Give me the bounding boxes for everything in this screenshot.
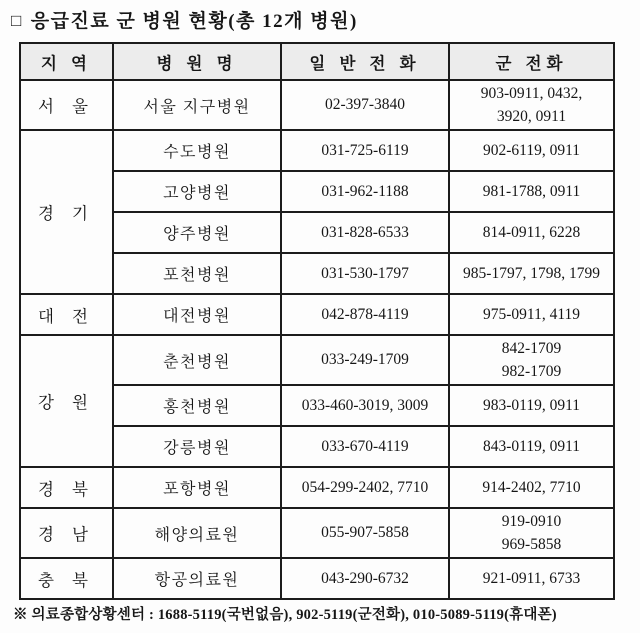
general-phone-cell: 031-962-1188 xyxy=(281,171,449,212)
region-cell: 서 울 xyxy=(20,80,113,130)
region-cell: 경 남 xyxy=(20,508,113,558)
military-phone-cell: 983-0119, 0911 xyxy=(449,385,614,426)
region-cell: 강 원 xyxy=(20,335,113,467)
table-row xyxy=(20,80,614,130)
military-phone-cell: 985-1797, 1798, 1799 xyxy=(449,253,614,294)
table-row xyxy=(20,558,614,599)
hospital-name-cell: 강릉병원 xyxy=(113,426,281,467)
table-row xyxy=(20,294,614,335)
military-phone-cell: 843-0119, 0911 xyxy=(449,426,614,467)
header-region: 지 역 xyxy=(20,43,113,80)
hospital-name-cell: 대전병원 xyxy=(113,294,281,335)
hospital-name-cell: 포항병원 xyxy=(113,467,281,508)
footer-note: ※ 의료종합상황센터 : 1688-5119(국번없음), 902-5119(군전화), 010-5089-5119(휴대폰) xyxy=(13,607,557,623)
military-phone-line: 842-1709 xyxy=(501,340,562,357)
general-phone-cell: 055-907-5858 xyxy=(281,508,449,558)
hospital-name-cell: 춘천병원 xyxy=(113,335,281,385)
military-phone-cell: 981-1788, 0911 xyxy=(449,171,614,212)
general-phone-cell: 033-670-4119 xyxy=(281,426,449,467)
hospital-name-cell: 수도병원 xyxy=(113,130,281,171)
military-phone-cell xyxy=(449,508,614,558)
page-title-text: 응급진료 군 병원 현황(총 12개 병원) xyxy=(30,11,358,32)
general-phone-cell: 054-299-2402, 7710 xyxy=(281,467,449,508)
hospital-name-cell: 해양의료원 xyxy=(113,508,281,558)
square-bullet-icon: □ xyxy=(11,11,23,30)
military-phone-line: 969-5858 xyxy=(501,536,562,553)
header-hospital-name: 병 원 명 xyxy=(113,43,281,80)
table-row xyxy=(20,467,614,508)
military-phone-line: 903-0911, 0432, xyxy=(480,85,583,102)
military-phone-line: 919-0910 xyxy=(501,513,562,530)
military-phone-line: 982-1709 xyxy=(501,363,562,380)
hospital-table xyxy=(19,42,615,600)
military-phone-line: 3920, 0911 xyxy=(496,108,567,125)
table-row xyxy=(20,508,614,558)
general-phone-cell: 043-290-6732 xyxy=(281,558,449,599)
hospital-name-cell: 포천병원 xyxy=(113,253,281,294)
military-phone-cell: 814-0911, 6228 xyxy=(449,212,614,253)
military-phone-cell: 902-6119, 0911 xyxy=(449,130,614,171)
hospital-name-cell: 항공의료원 xyxy=(113,558,281,599)
table-row xyxy=(20,335,614,385)
general-phone-cell: 033-249-1709 xyxy=(281,335,449,385)
general-phone-cell: 042-878-4119 xyxy=(281,294,449,335)
military-phone-cell xyxy=(449,335,614,385)
hospital-name-cell: 양주병원 xyxy=(113,212,281,253)
military-phone-cell: 921-0911, 6733 xyxy=(449,558,614,599)
military-phone-cell xyxy=(449,80,614,130)
general-phone-cell: 031-530-1797 xyxy=(281,253,449,294)
hospital-name-cell: 서울 지구병원 xyxy=(113,80,281,130)
hospital-name-cell: 고양병원 xyxy=(113,171,281,212)
region-cell: 충 북 xyxy=(20,558,113,599)
military-phone-cell: 975-0911, 4119 xyxy=(449,294,614,335)
table-row xyxy=(20,130,614,171)
page-title xyxy=(11,6,358,33)
general-phone-cell: 031-828-6533 xyxy=(281,212,449,253)
general-phone-cell: 02-397-3840 xyxy=(281,80,449,130)
region-cell: 경 기 xyxy=(20,130,113,294)
header-general-phone: 일 반 전 화 xyxy=(281,43,449,80)
header-military-phone: 군 전화 xyxy=(449,43,614,80)
military-phone-cell: 914-2402, 7710 xyxy=(449,467,614,508)
region-cell: 경 북 xyxy=(20,467,113,508)
region-cell: 대 전 xyxy=(20,294,113,335)
general-phone-cell: 031-725-6119 xyxy=(281,130,449,171)
general-phone-cell: 033-460-3019, 3009 xyxy=(281,385,449,426)
table-header-row xyxy=(20,43,614,80)
hospital-name-cell: 홍천병원 xyxy=(113,385,281,426)
